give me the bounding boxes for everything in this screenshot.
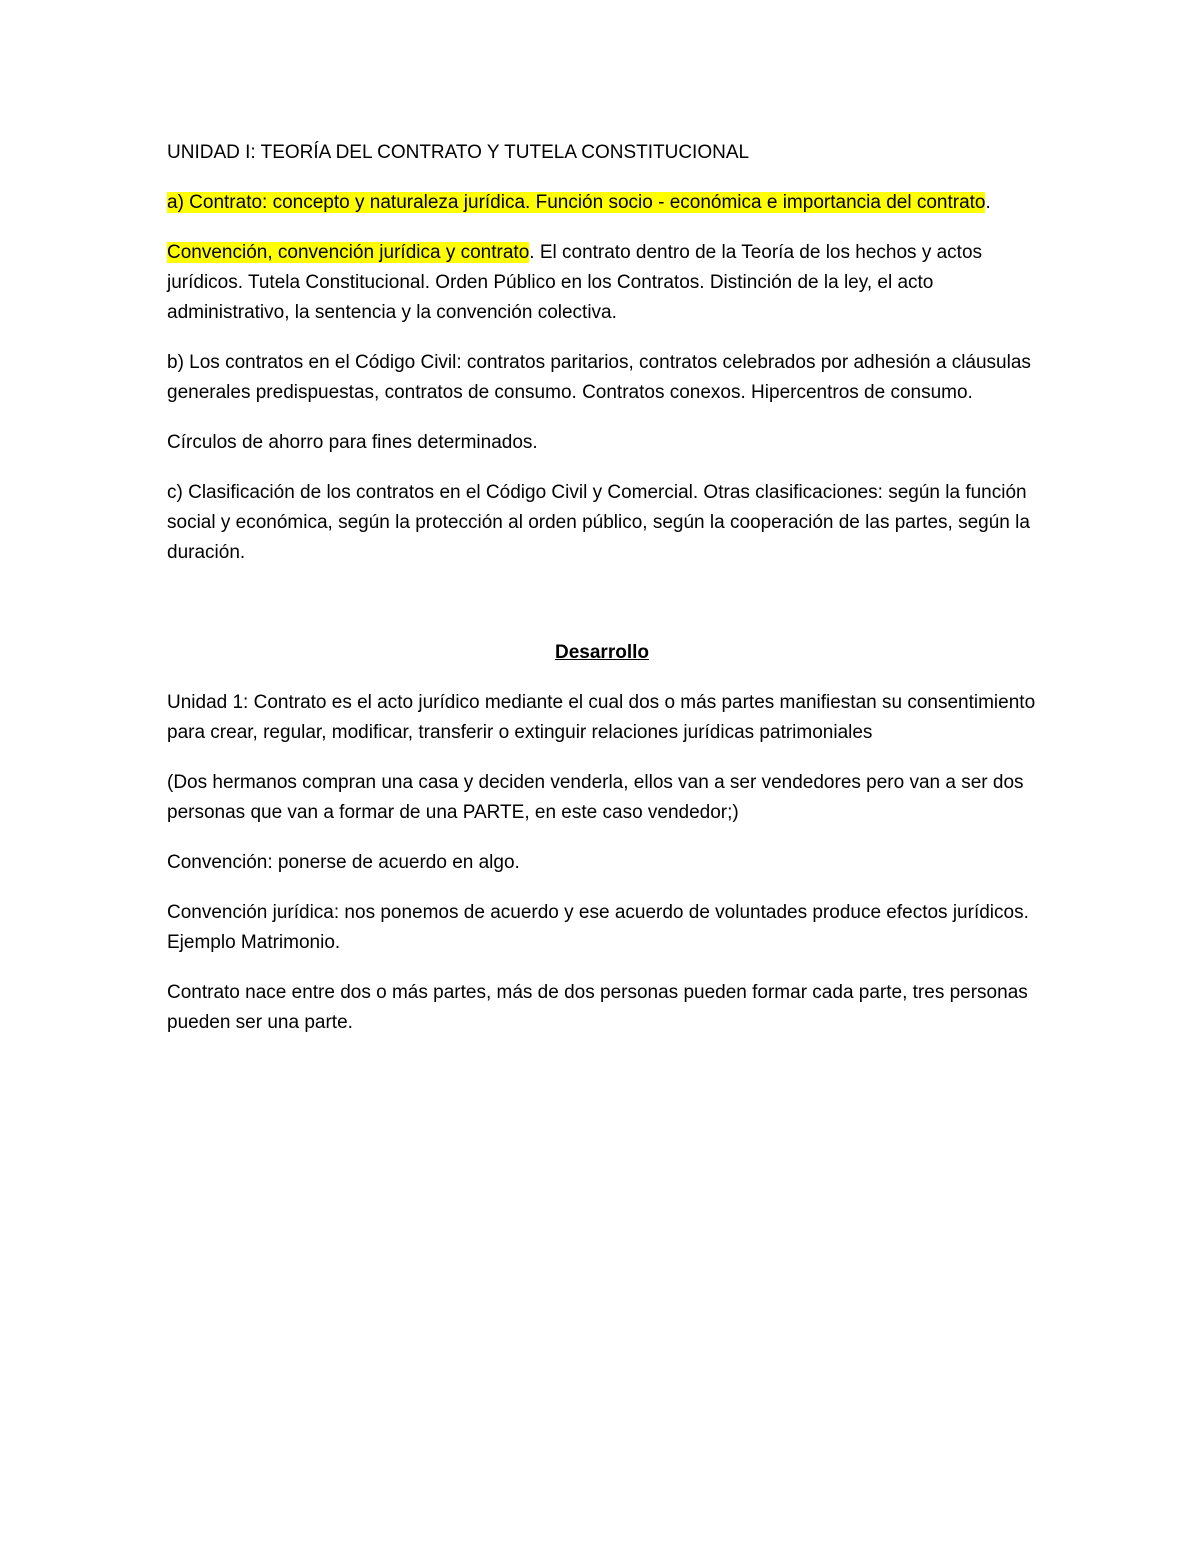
item-b: b) Los contratos en el Código Civil: contratos paritarios, contratos celebrados por adhesión a cláusulas generales predispuestas, contratos de consumo. Contratos conexos. Hipercentros de consumo. bbox=[167, 352, 1031, 403]
document-body bbox=[167, 138, 1037, 1058]
item-b-continued: Círculos de ahorro para fines determinados. bbox=[167, 432, 538, 453]
item-c: c) Clasificación de los contratos en el Código Civil y Comercial. Otras clasificaciones: según la función social y económica, según la protección al orden público, según la cooperación de las partes, según la duración. bbox=[167, 482, 1030, 563]
item-a2-highlight: Convención, convención jurídica y contrato bbox=[167, 242, 530, 263]
paragraph: Unidad 1: Contrato es el acto jurídico mediante el cual dos o más partes manifiestan su consentimiento para crear, regular, modificar, transferir o extinguir relaciones jurídicas patrimoniales bbox=[167, 692, 1036, 743]
item-a bbox=[167, 188, 1037, 218]
item-a-continued bbox=[167, 238, 1037, 328]
paragraph: Convención: ponerse de acuerdo en algo. bbox=[167, 852, 520, 873]
item-a-tail: . bbox=[985, 192, 991, 213]
item-a2-tail: . El contrato dentro de la Teoría de los hechos y actos jurídicos. Tutela Constitucional. Orden Público en los Contratos. Distinción de la ley, el acto administrativo, la sentencia y la convención colectiva. bbox=[167, 242, 983, 323]
paragraph: (Dos hermanos compran una casa y deciden venderla, ellos van a ser vendedores pero van a ser dos personas que van a formar de una PARTE, en este caso vendedor;) bbox=[167, 772, 1024, 823]
paragraph: Contrato nace entre dos o más partes, más de dos personas pueden formar cada parte, tres personas pueden ser una parte. bbox=[167, 982, 1028, 1033]
unit-title: UNIDAD I: TEORÍA DEL CONTRATO Y TUTELA CONSTITUCIONAL bbox=[167, 142, 750, 163]
item-a-highlight: a) Contrato: concepto y naturaleza jurídica. Función socio - económica e importancia del contrato bbox=[167, 192, 986, 213]
section-title: Desarrollo bbox=[555, 642, 649, 663]
paragraph: Convención jurídica: nos ponemos de acuerdo y ese acuerdo de voluntades produce efectos jurídicos. Ejemplo Matrimonio. bbox=[167, 902, 1029, 953]
